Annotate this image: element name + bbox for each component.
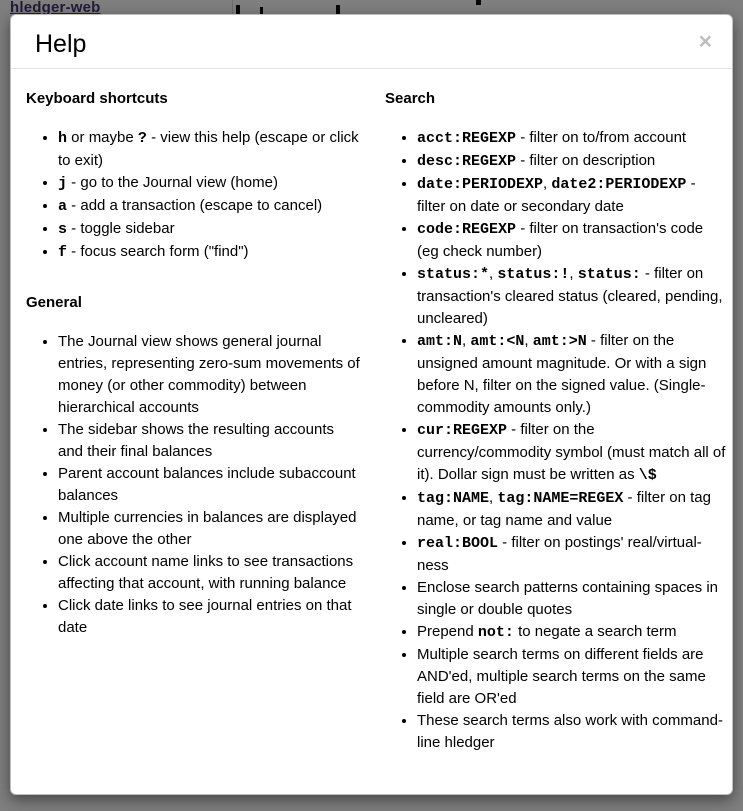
list-item bbox=[58, 551, 361, 595]
list-item bbox=[417, 532, 727, 577]
section-list bbox=[26, 127, 361, 264]
item-text: - filter on transaction's cleared status (cleared, pending, uncleared) bbox=[417, 265, 723, 327]
code-term: tag:NAME=REGEX bbox=[497, 490, 624, 507]
list-item bbox=[417, 218, 727, 263]
item-text: Click account name links to see transactions affecting that account, with running balance bbox=[58, 553, 354, 592]
help-modal bbox=[10, 14, 733, 795]
code-term: s bbox=[58, 221, 68, 238]
item-text: - add a transaction (escape to cancel) bbox=[67, 197, 323, 214]
item-text: , bbox=[462, 332, 471, 349]
item-text: - filter on postings' real/virtual-ness bbox=[417, 534, 702, 574]
code-term: date2:PERIODEXP bbox=[551, 176, 687, 193]
section-heading: Keyboard shortcuts bbox=[26, 90, 168, 107]
item-text: to negate a search term bbox=[513, 623, 677, 640]
item-text: Parent account balances include subaccount balances bbox=[58, 465, 356, 504]
help-section bbox=[385, 90, 727, 754]
close-icon[interactable]: × bbox=[698, 28, 712, 54]
section-heading: Search bbox=[385, 90, 436, 107]
item-text: - filter on description bbox=[516, 152, 656, 169]
item-text: - focus search form ("find") bbox=[67, 243, 249, 260]
code-term: real:BOOL bbox=[417, 535, 499, 552]
list-item bbox=[58, 172, 361, 195]
item-text: These search terms also work with command-line hledger bbox=[417, 712, 723, 751]
item-text: Multiple search terms on different fields are AND'ed, multiple search terms on the same field are OR'ed bbox=[417, 646, 706, 707]
section-list bbox=[385, 127, 727, 754]
item-text: Enclose search patterns containing spaces in single or double quotes bbox=[417, 579, 719, 618]
item-text: - filter on the unsigned amount magnitude. Or with a sign before N, filter on the signed value. (Single-commodity amounts only.) bbox=[417, 332, 707, 416]
list-item bbox=[58, 507, 361, 551]
code-term: h bbox=[58, 130, 68, 147]
code-term: f bbox=[58, 244, 68, 261]
modal-header bbox=[11, 15, 732, 69]
help-column-left bbox=[26, 90, 361, 754]
item-text: , bbox=[569, 265, 578, 282]
code-term: amt:N bbox=[417, 333, 463, 350]
modal-body bbox=[11, 69, 732, 784]
item-text: The sidebar shows the resulting accounts and their final balances bbox=[58, 421, 334, 460]
code-term: tag:NAME bbox=[417, 490, 490, 507]
list-item bbox=[417, 330, 727, 419]
list-item bbox=[58, 127, 361, 172]
list-item bbox=[417, 710, 727, 754]
code-term: desc:REGEXP bbox=[417, 153, 517, 170]
code-term: acct:REGEXP bbox=[417, 130, 517, 147]
item-text: , bbox=[524, 332, 533, 349]
modal-title: Help bbox=[35, 30, 87, 58]
list-item bbox=[417, 621, 727, 644]
item-text: - go to the Journal view (home) bbox=[67, 174, 278, 191]
code-term: date:PERIODEXP bbox=[417, 176, 544, 193]
code-term: cur:REGEXP bbox=[417, 422, 508, 439]
code-term: a bbox=[58, 198, 68, 215]
list-item bbox=[417, 127, 727, 150]
item-text: Multiple currencies in balances are displayed one above the other bbox=[58, 509, 357, 548]
item-text: - toggle sidebar bbox=[67, 220, 175, 237]
item-text: , bbox=[543, 175, 552, 192]
list-item bbox=[417, 173, 727, 218]
item-text: - filter on to/from account bbox=[516, 129, 687, 146]
item-text: The Journal view shows general journal entries, representing zero-sum movements of money (or other commodity) between hierarchical accounts bbox=[58, 333, 360, 416]
list-item bbox=[417, 487, 727, 532]
code-term: code:REGEXP bbox=[417, 221, 517, 238]
help-section bbox=[26, 90, 361, 264]
list-item bbox=[58, 419, 361, 463]
code-term: \$ bbox=[638, 467, 657, 484]
item-text: - filter on transaction's code (eg check number) bbox=[417, 220, 704, 260]
list-item bbox=[417, 644, 727, 710]
code-term: j bbox=[58, 175, 68, 192]
list-item bbox=[58, 241, 361, 264]
code-term: amt:<N bbox=[470, 333, 525, 350]
list-item bbox=[417, 263, 727, 330]
item-text: or maybe bbox=[67, 129, 138, 146]
code-term: status:! bbox=[497, 266, 570, 283]
list-item bbox=[58, 331, 361, 419]
list-item bbox=[58, 218, 361, 241]
help-section bbox=[26, 294, 361, 639]
list-item bbox=[58, 463, 361, 507]
code-term: status: bbox=[577, 266, 641, 283]
item-text: , bbox=[489, 265, 498, 282]
item-text: Click date links to see journal entries on that date bbox=[58, 597, 352, 636]
code-term: amt:>N bbox=[532, 333, 587, 350]
section-list bbox=[26, 331, 361, 639]
item-text: , bbox=[489, 489, 498, 506]
section-heading: General bbox=[26, 294, 82, 311]
code-term: not: bbox=[477, 624, 514, 641]
help-column-right bbox=[385, 90, 727, 754]
list-item bbox=[58, 595, 361, 639]
item-text: - filter on the currency/commodity symbol (must match all of it). Dollar sign must be written as bbox=[417, 421, 726, 483]
list-item bbox=[417, 150, 727, 173]
code-term: status:* bbox=[417, 266, 490, 283]
list-item bbox=[417, 419, 727, 487]
code-term: ? bbox=[137, 130, 147, 147]
item-text: - filter on date or secondary date bbox=[417, 175, 696, 215]
item-text: Prepend bbox=[417, 623, 478, 640]
list-item bbox=[417, 577, 727, 621]
list-item bbox=[58, 195, 361, 218]
item-text: - view this help (escape or click to exit) bbox=[58, 129, 359, 169]
item-text: - filter on tag name, or tag name and value bbox=[417, 489, 711, 529]
